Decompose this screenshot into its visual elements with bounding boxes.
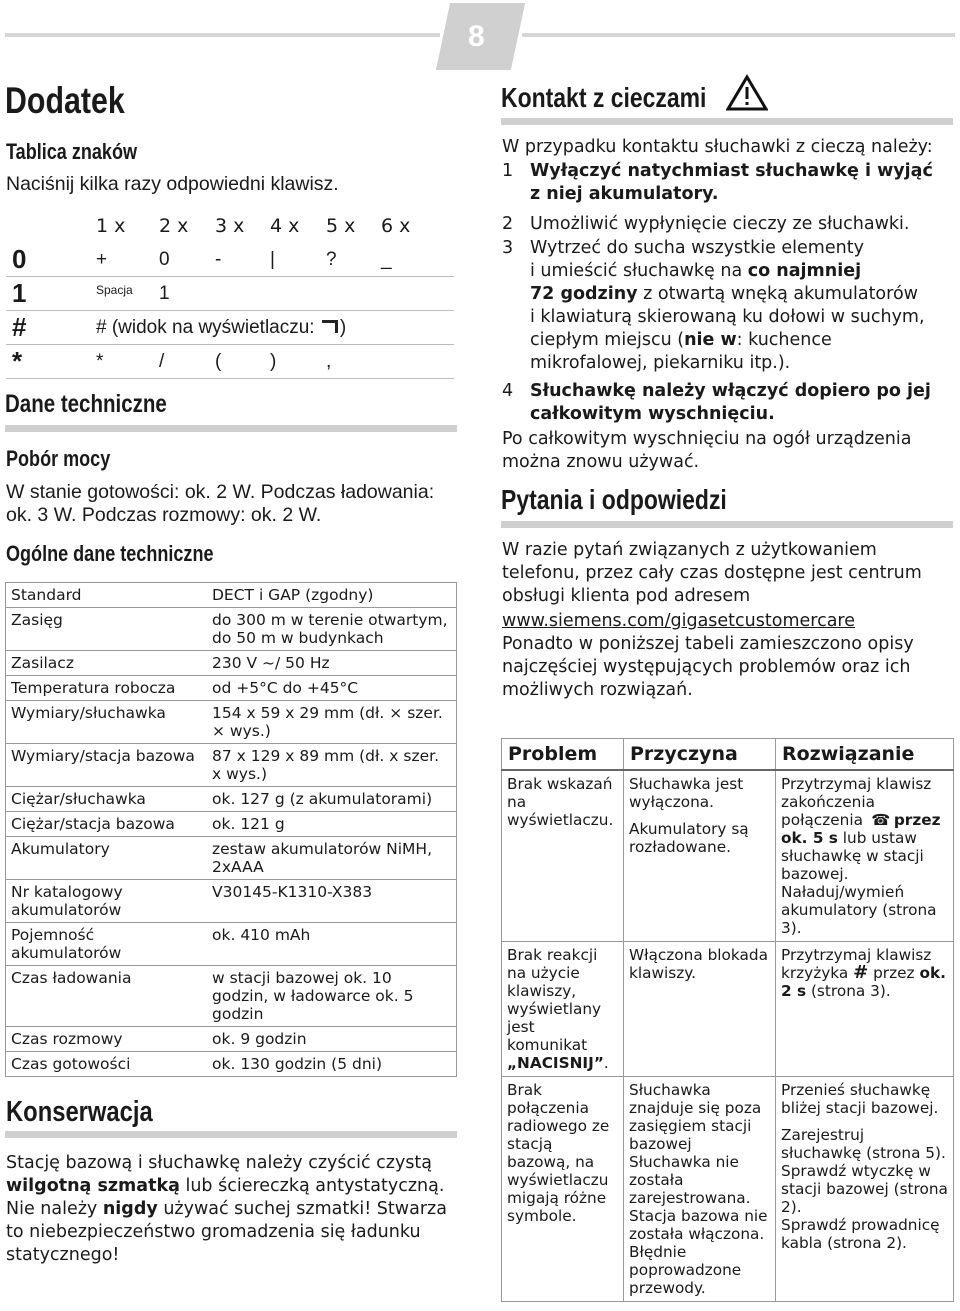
spec-value: od +5°C do +45°C [207, 676, 457, 701]
spec-value: ok. 410 mAh [207, 923, 457, 966]
problem-cell [502, 942, 624, 1077]
col-6x: 6 x [381, 215, 411, 237]
sol-1c: lub ustaw słuchawkę w stacji bazowej. [781, 829, 924, 883]
char-cell: - [215, 243, 270, 277]
spec-key: Zasilacz [6, 651, 208, 676]
care-line-1: Stację bazową i słuchawkę należy czyścić czystą [6, 1153, 433, 1173]
sol-2a: Przytrzymaj klawisz krzyżyka [781, 946, 932, 982]
top-rule-right [522, 33, 955, 37]
cause-text: Akumulatory są rozładowane. [629, 820, 749, 856]
char-row-1 [6, 277, 454, 311]
header-cause: Przyczyna [624, 739, 776, 771]
liquid-step-4 [502, 380, 952, 426]
care-line-2 [6, 1175, 458, 1198]
col-1x: 1 x [96, 215, 126, 237]
key-0: 0 [6, 243, 96, 277]
cause-cell [624, 1077, 776, 1302]
char-cell: ( [215, 345, 270, 379]
spec-value: 154 x 59 x 29 mm (dł. × szer. × wys.) [207, 701, 457, 744]
cause-cell [624, 770, 776, 942]
care-line-3-c: używać suchej szmatki! Stwarza [157, 1199, 447, 1219]
spec-value: ok. 127 g (z akumulatorami) [207, 787, 457, 812]
care-heading: Konserwacja [6, 1096, 153, 1128]
spec-row [6, 923, 457, 966]
header-solution: Rozwiązanie [776, 739, 954, 771]
spec-key: Czas rozmowy [6, 1027, 208, 1052]
step-3-e2: nie w [684, 330, 737, 350]
spec-value: ok. 130 godzin (5 dni) [207, 1052, 457, 1077]
cause-text: Słuchawka nie została zarejestrowana. [629, 1153, 751, 1207]
cause-cell: Włączona blokada klawiszy. [624, 942, 776, 1077]
spec-value: w stacji bazowej ok. 10 godzin, w ładowarce ok. 5 godzin [207, 966, 457, 1027]
problem-cell: Brak połączenia radiowego ze stacją bazową, na wyświetlaczu migają różne symbole. [502, 1077, 624, 1302]
sol-1b: przez ok. 5 s [781, 811, 941, 847]
spec-row [6, 812, 457, 837]
key-star: * [6, 345, 96, 379]
care-line-3 [6, 1198, 458, 1221]
problem-row-2 [502, 942, 954, 1077]
col-3x: 3 x [215, 215, 245, 237]
care-bold-cloth: wilgotną szmatką [6, 1176, 180, 1196]
faq-rule [501, 521, 953, 528]
spec-key: Pojemność akumulatorów [6, 923, 208, 966]
liquid-after-2: można znowu używać. [502, 452, 700, 472]
char-row-star [6, 345, 454, 379]
step-3-line-b [502, 260, 952, 283]
col-5x: 5 x [326, 215, 356, 237]
step-3-e1: ciepłym miejscu ( [530, 330, 685, 350]
char-cell: ) [270, 345, 326, 379]
problem-row-3 [502, 1077, 954, 1302]
power-heading: Pobór mocy [6, 446, 111, 471]
faq-intro [502, 539, 954, 702]
spec-key: Wymiary/stacja bazowa [6, 744, 208, 787]
liquid-step-3 [502, 237, 952, 375]
warning-icon [726, 74, 768, 116]
spec-key: Wymiary/słuchawka [6, 701, 208, 744]
step-number: 4 [502, 381, 514, 401]
tech-rule [5, 425, 457, 432]
spec-key: Czas ładowania [6, 966, 208, 1027]
cause-text: Błędnie poprowadzone przewody. [629, 1243, 742, 1297]
faq-heading: Pytania i odpowiedzi [501, 484, 727, 515]
spec-key: Nr katalogowy akumulatorów [6, 880, 208, 923]
step-number: 2 [502, 214, 514, 234]
char-cell: _ [381, 243, 454, 277]
problem-cell: Brak wskazań na wyświetlaczu. [502, 770, 624, 942]
step-3-c1: 72 godziny [530, 284, 638, 304]
top-rule-left [5, 33, 440, 37]
spec-table [5, 582, 457, 1077]
liquid-step-2 [502, 213, 952, 236]
solution-text: Naładuj/wymień akumulatory (strona 3). [781, 883, 937, 937]
char-table-heading: Tablica znaków [6, 139, 137, 164]
support-link[interactable]: www.siemens.com/gigasetcustomercare [502, 611, 855, 631]
spec-row [6, 966, 457, 1027]
faq-line: Ponadto w poniższej tabeli zamieszczono opisy [502, 634, 914, 654]
faq-line: obsługi klienta pod adresem [502, 586, 751, 606]
page-number: 8 [468, 20, 485, 53]
spec-key: Ciężar/stacja bazowa [6, 812, 208, 837]
char-cell: , [326, 345, 381, 379]
spec-row [6, 1052, 457, 1077]
care-line-5: statycznego! [6, 1245, 120, 1265]
spec-row [6, 744, 457, 787]
section-title-dodatek: Dodatek [5, 80, 125, 121]
char-table-instruction: Naciśnij kilka razy odpowiedni klawisz. [6, 173, 339, 195]
solution-text: Sprawdź prowadnicę kabla (strona 2). [781, 1216, 940, 1252]
char-cell: 1 [159, 277, 215, 311]
char-cell: ? [326, 243, 381, 277]
sol-2c: ok. 2 s [781, 964, 946, 1000]
spec-row [6, 1027, 457, 1052]
sol-2b: przez [868, 964, 920, 982]
faq-line: najczęściej występujących problemów oraz ich [502, 657, 911, 677]
problem-table [501, 738, 954, 1302]
care-line-2-rest: lub ściereczką antystatyczną. [179, 1176, 445, 1196]
spec-key: Czas gotowości [6, 1052, 208, 1077]
liquid-after-1: Po całkowitym wyschnięciu na ogół urządzenia [502, 429, 912, 449]
step-4-text-b: całkowitym wyschnięciu. [530, 404, 775, 424]
spec-key: Ciężar/słuchawka [6, 787, 208, 812]
spec-value: V30145-K1310-X383 [207, 880, 457, 923]
solution-cell [776, 942, 954, 1077]
char-cell-hash: # (widok na wyświetlaczu: [96, 316, 320, 338]
solution-text: Zarejestruj słuchawkę (strona 5). [781, 1126, 946, 1162]
col-2x: 2 x [159, 215, 189, 237]
spec-row [6, 787, 457, 812]
step-3-text-a: Wytrzeć do sucha wszystkie elementy [530, 238, 864, 258]
step-4-text-a: Słuchawkę należy włączyć dopiero po jej [530, 381, 931, 401]
spec-value: 230 V ~/ 50 Hz [207, 651, 457, 676]
spec-row [6, 701, 457, 744]
problem-2a: Brak reakcji na użycie klawiszy, wyświetlany jest komunikat [507, 946, 602, 1054]
spec-value: ok. 121 g [207, 812, 457, 837]
care-rule [5, 1131, 457, 1138]
problem-2b: „NACISNIJ” [507, 1054, 604, 1072]
care-text [6, 1152, 458, 1267]
spec-value: do 300 m w terenie otwartym, do 50 m w budynkach [207, 608, 457, 651]
char-cell-hash-close: ) [339, 316, 347, 338]
spec-key: Temperatura robocza [6, 676, 208, 701]
care-line-4: to niebezpieczeństwo gromadzenia się ładunku [6, 1222, 421, 1242]
liquid-step-1 [502, 160, 952, 206]
step-3-b1: i umieścić słuchawkę na [530, 261, 748, 281]
char-cell: * [96, 345, 159, 379]
step-3-c2: z otwartą wnęką akumulatorów [637, 284, 918, 304]
care-line-3-a: Nie należy [6, 1199, 103, 1219]
tech-heading: Dane techniczne [5, 390, 167, 418]
spec-key: Standard [6, 583, 208, 608]
spec-row [6, 608, 457, 651]
faq-line: możliwych rozwiązań. [502, 680, 693, 700]
liquid-intro: W przypadku kontaktu słuchawki z cieczą należy: [502, 137, 933, 157]
spec-value: ok. 9 godzin [207, 1027, 457, 1052]
end-call-key-icon: ☎ [871, 811, 891, 829]
sol-2d: (strona 3). [806, 982, 891, 1000]
step-number: 1 [502, 161, 514, 181]
char-cell: + [96, 243, 159, 277]
power-text-2: ok. 3 W. Podczas rozmowy: ok. 2 W. [6, 504, 322, 526]
spec-value: zestaw akumulatorów NiMH, 2xAAA [207, 837, 457, 880]
liquid-rule [501, 118, 953, 125]
spec-value: DECT i GAP (zgodny) [207, 583, 457, 608]
spec-row [6, 676, 457, 701]
char-row-hash [6, 311, 454, 345]
key-1: 1 [6, 277, 96, 311]
cause-text: Stacja bazowa nie została włączona. [629, 1207, 768, 1243]
faq-line: telefonu, przez cały czas dostępne jest centrum [502, 563, 922, 583]
sol-1a: Przytrzymaj klawisz zakończenia połączenia [781, 775, 932, 829]
char-cell: 0 [159, 243, 215, 277]
spec-value: 87 x 129 x 89 mm (dł. x szer. x wys.) [207, 744, 457, 787]
hash-key-icon: # [853, 962, 869, 983]
cause-text: Słuchawka znajduje się poza zasięgiem stacji bazowej [629, 1081, 762, 1153]
spec-key: Zasięg [6, 608, 208, 651]
power-text-1: W stanie gotowości: ok. 2 W. Podczas ładowania: [6, 481, 435, 503]
step-3-line-e [502, 329, 952, 352]
step-1-text-a: Wyłączyć natychmiast słuchawkę i wyjąć [530, 161, 933, 181]
cause-text: Słuchawka jest wyłączona. [629, 775, 744, 811]
liquid-heading: Kontakt z cieczami [501, 82, 707, 113]
spec-row [6, 837, 457, 880]
solution-cell [776, 1077, 954, 1302]
spec-row [6, 880, 457, 923]
char-table [6, 209, 454, 379]
step-3-b2: co najmniej [747, 261, 862, 281]
spec-key: Akumulatory [6, 837, 208, 880]
char-cell: / [159, 345, 215, 379]
key-hash: # [6, 311, 96, 345]
step-3-line-d: i klawiaturą skierowaną ku dołowi w suchym, [530, 307, 925, 327]
col-4x: 4 x [270, 215, 300, 237]
char-cell-space: Spacja [96, 282, 133, 297]
step-number: 3 [502, 238, 514, 258]
step-3-e3: : kuchence [736, 330, 832, 350]
problem-2c: . [603, 1054, 609, 1072]
char-cell: | [270, 243, 326, 277]
general-heading: Ogólne dane techniczne [6, 541, 214, 566]
solution-text: Przenieś słuchawkę bliżej stacji bazowej. [781, 1081, 939, 1117]
display-hash-icon [322, 320, 338, 333]
spec-row [6, 651, 457, 676]
step-1-text-b: z niej akumulatory. [530, 184, 719, 204]
step-2-text: Umożliwić wypłynięcie cieczy ze słuchawki. [530, 214, 910, 234]
spec-row [6, 583, 457, 608]
char-row-0 [6, 243, 454, 277]
solution-cell [776, 770, 954, 942]
care-bold-never: nigdy [102, 1199, 158, 1219]
header-problem: Problem [502, 739, 624, 771]
solution-text [781, 775, 948, 883]
step-3-line-c [502, 283, 952, 306]
step-3-line-f: mikrofalowej, piekarniku itp.). [530, 353, 791, 373]
faq-line: W razie pytań związanych z użytkowaniem [502, 540, 877, 560]
problem-row-1 [502, 770, 954, 942]
solution-text: Sprawdź wtyczkę w stacji bazowej (strona 2). [781, 1162, 948, 1216]
